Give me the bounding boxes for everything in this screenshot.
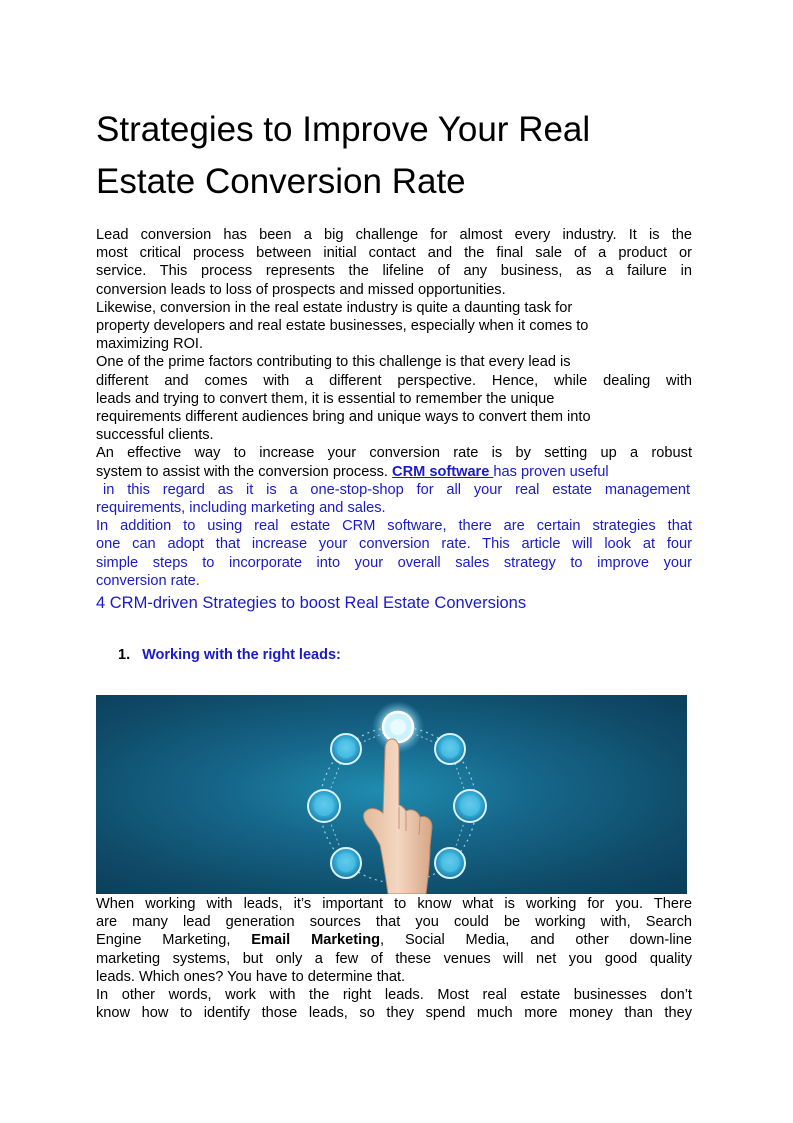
list-item <box>118 646 341 664</box>
text-span: Engine Marketing, <box>96 932 252 949</box>
text-line: simple steps to incorporate into your overall sales strategy to improve your <box>96 554 692 571</box>
hand-icon <box>363 739 432 894</box>
text-line: maximizing ROI. <box>96 336 204 353</box>
text-line: Likewise, conversion in the real estate industry is quite a daunting task for <box>96 299 573 316</box>
text-line: are many lead generation sources that you could be working with, Search <box>96 914 692 931</box>
email-marketing-text: Email Marketing <box>251 932 381 949</box>
text-span: has proven useful <box>493 463 609 480</box>
hand-touch-network-icon <box>96 695 687 894</box>
text-line: In addition to using real estate CRM software, there are certain strategies that <box>96 518 692 535</box>
text-line: service. This process represents the lifeline of any business, as a failure in <box>96 263 692 280</box>
text-line: conversion rate. <box>96 572 200 589</box>
text-line: leads. Which ones? You have to determine that. <box>96 968 406 985</box>
title-line-1: Strategies to Improve Your Real <box>96 110 591 149</box>
text-line-with-bold <box>96 931 692 949</box>
hand-touch-network-image <box>96 695 687 894</box>
section-subheading: 4 CRM-driven Strategies to boost Real Estate Conversions <box>96 594 527 612</box>
text-line: know how to identify those leads, so they spend much more money than they <box>96 1005 692 1022</box>
page-title <box>96 104 716 208</box>
text-line: successful clients. <box>96 427 214 444</box>
text-line: one can adopt that increase your conversion rate. This article will look at four <box>96 536 692 553</box>
text-line: Lead conversion has been a big challenge for almost every industry. It is the <box>96 227 692 243</box>
text-line: In other words, work with the right leads. Most real estate businesses don’t <box>96 987 692 1004</box>
text-line: An effective way to increase your conversion rate is by setting up a robust <box>96 445 692 462</box>
crm-software-link[interactable]: CRM software <box>392 463 494 480</box>
text-line: One of the prime factors contributing to this challenge is that every lead is <box>96 354 571 371</box>
title-line-2: Estate Conversion Rate <box>96 162 466 201</box>
list-item-text: Working with the right leads: <box>142 647 341 663</box>
text-span: , Social Media, and other down-line <box>380 932 693 949</box>
text-line: requirements different audiences bring and unique ways to convert them into <box>96 409 591 426</box>
text-span: system to assist with the conversion process. <box>96 463 393 480</box>
text-line-with-link <box>96 463 692 481</box>
text-line: property developers and real estate businesses, especially when it comes to <box>96 318 589 335</box>
text-line: different and comes with a different perspective. Hence, while dealing with <box>96 372 692 389</box>
text-line: conversion leads to loss of prospects and missed opportunities. <box>96 281 506 298</box>
list-number: 1. <box>118 647 131 663</box>
text-line: leads and trying to convert them, it is essential to remember the unique <box>96 390 555 407</box>
paragraph-leads <box>96 895 692 1022</box>
text-line: most critical process between initial contact and the final sale of a product or <box>96 245 692 262</box>
text-line: When working with leads, it’s important to know what is working for you. There <box>96 896 692 912</box>
paragraph-intro <box>96 226 692 590</box>
text-line: requirements, including marketing and sales. <box>96 500 386 517</box>
text-line: marketing systems, but only a few of these venues will net you good quality <box>96 950 692 967</box>
text-line: in this regard as it is a one-stop-shop for all your real estate management <box>103 481 690 498</box>
